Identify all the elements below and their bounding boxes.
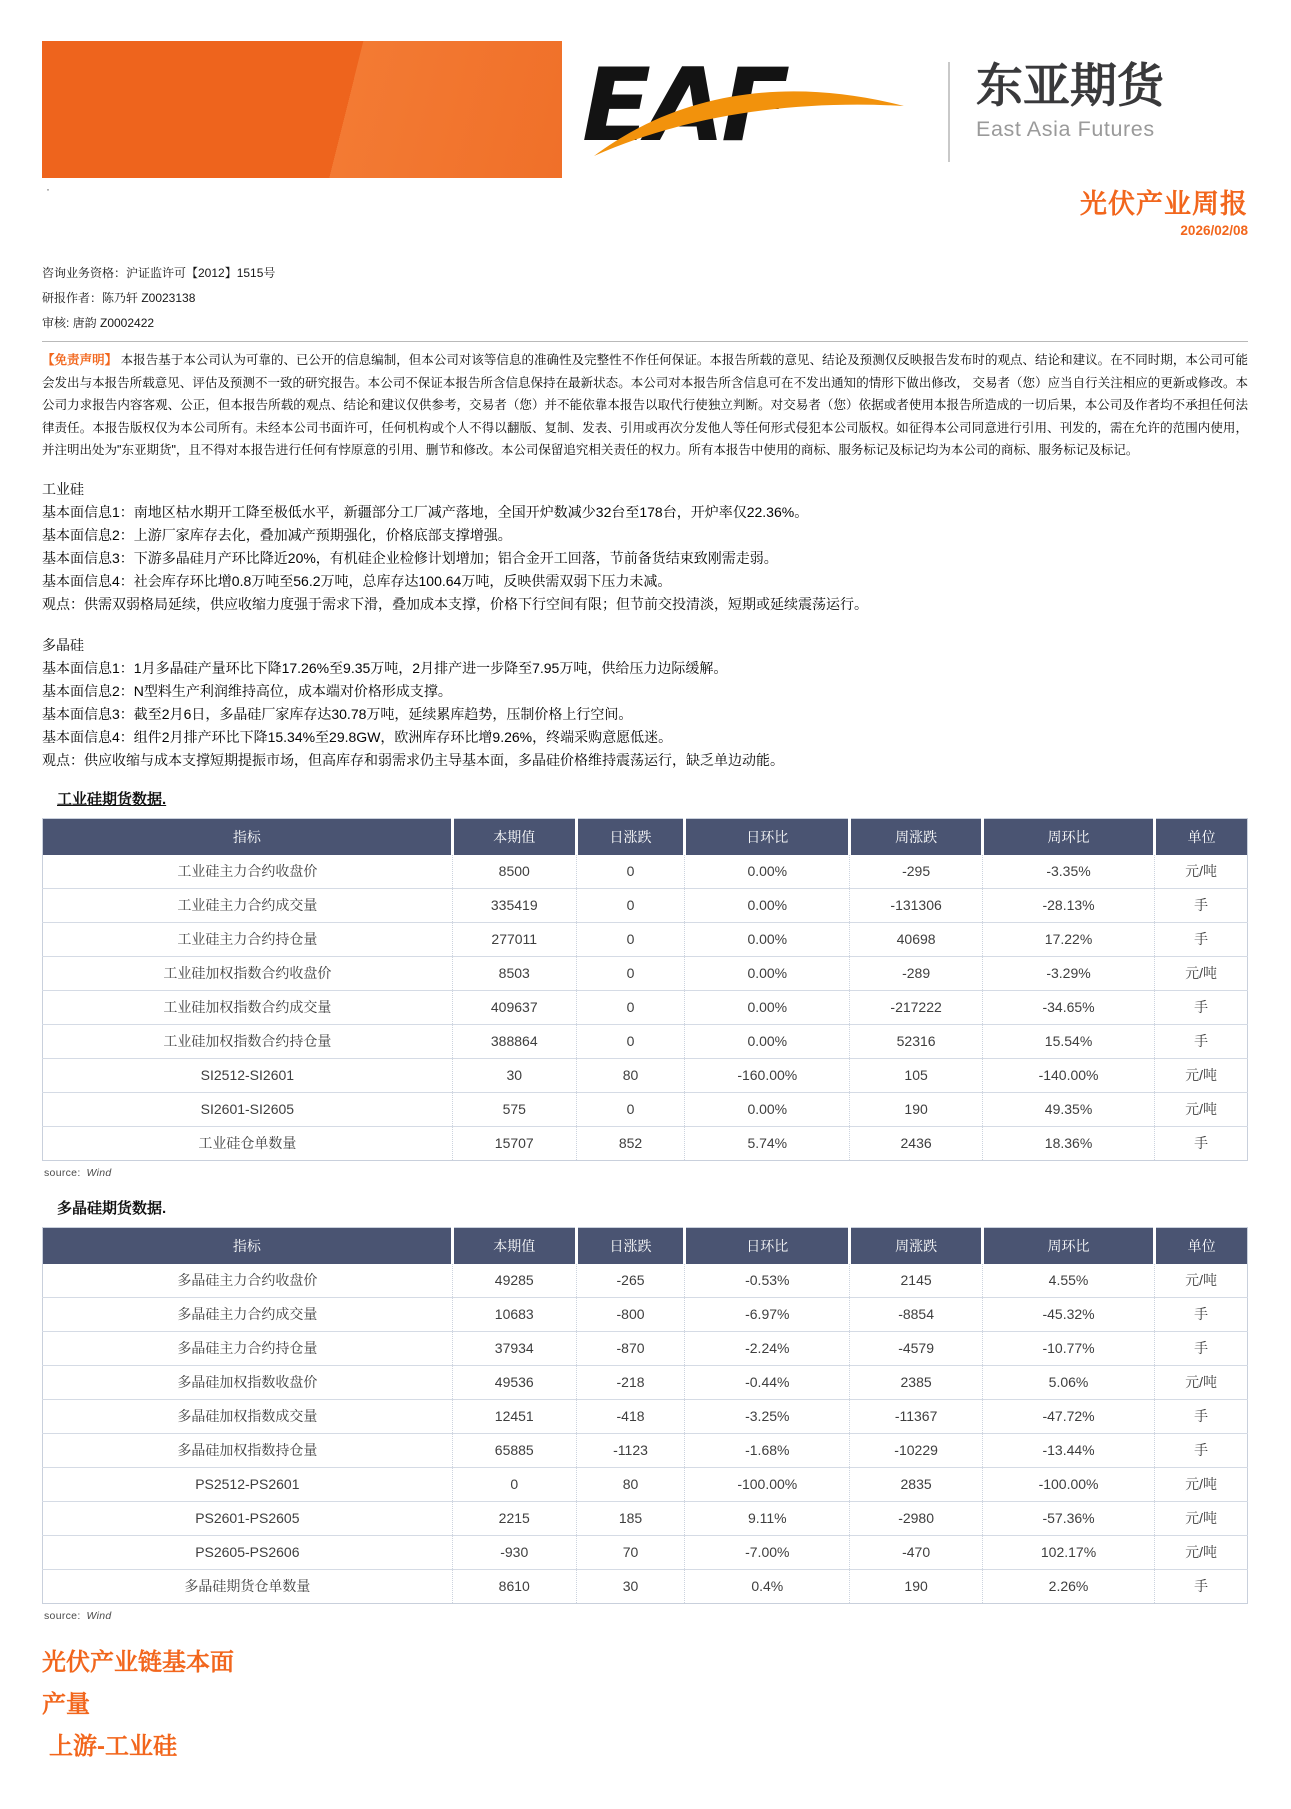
fundamental-info-2: 基本面信息2：上游厂家库存去化，叠加减产预期强化，价格底部支撑增强。 — [42, 526, 512, 543]
value-cell: -1.68% — [685, 1433, 850, 1467]
table-title: 工业硅期货数据. — [57, 790, 167, 808]
company-name-cn: 东亚期货 — [976, 59, 1164, 112]
disclaimer-text: 本报告基于本公司认为可靠的、已公开的信息编制，但本公司对该等信息的准确性及完整性不作任何保证。本报告所载的意见、结论及预测仅反映报告发布时的观点、结论和建议。在不同时期，本公司可能会发出与本报告所载意见、评估及预测不一致的研究报告。本公司不保证本报告所含信息保持在最新状态。本公司对本报告所含信息可在不发出通知的情形下做出修改， 交易者（您）应当自行关注相应的更新或修改。本公司力求报告内容客观、公正，但本报告所载的观点、结论和建议仅供参考，交易者（您）并不能依靠本报告以取代行使独立判断。对交易者（您）依据或者使用本报告所造成的一切后果，本公司及作者均不承担任何法律责任。本报告版权仅为本公司所有。未经本公司书面许可，任何机构或个人不得以翻版、复制、发表、引用或再次分发他人等任何形式侵犯本公司版权。如征得本公司同意进行引用、刊发的，需在允许的范围内使用，并注明出处为"东亚期货"，且不得对本报告进行任何有悖原意的引用、删节和修改。本公司保留追究相关责任的权力。所有本报告中使用的商标、服务标记及标记均为本公司的商标、服务标记及标记。 — [42, 353, 1248, 458]
value-cell: 元/吨 — [1155, 1058, 1248, 1092]
col-unit: 单位 — [1155, 818, 1248, 855]
heading-output: 产量 — [42, 1690, 90, 1718]
value-cell: 0.00% — [685, 1024, 850, 1058]
value-cell: 元/吨 — [1155, 1501, 1248, 1535]
viewpoint: 观点：供需双弱格局延续，供应收缩力度强于需求下滑，叠加成本支撑，价格下行空间有限；但节前交投清淡，短期或延续震荡运行。 — [42, 595, 868, 612]
indicator-cell: 多晶硅主力合约收盘价 — [43, 1264, 453, 1298]
col-daily-pct: 日环比 — [685, 1227, 850, 1264]
disclaimer — [42, 341, 1248, 462]
source-line — [44, 1167, 1248, 1179]
heading-pv-chain-fundamentals: 光伏产业链基本面 — [42, 1648, 234, 1676]
value-cell: 手 — [1155, 1024, 1248, 1058]
value-cell: 0.00% — [685, 1092, 850, 1126]
value-cell: 9.11% — [685, 1501, 850, 1535]
value-cell: 手 — [1155, 990, 1248, 1024]
value-cell: -11367 — [850, 1399, 983, 1433]
value-cell: 0 — [576, 855, 684, 889]
value-cell: 元/吨 — [1155, 956, 1248, 990]
col-weekly-pct: 周环比 — [982, 1227, 1154, 1264]
value-cell: 30 — [576, 1569, 684, 1603]
col-unit: 单位 — [1155, 1227, 1248, 1264]
value-cell: 手 — [1194, 1578, 1209, 1595]
value-cell: -100.00% — [982, 1467, 1154, 1501]
logo-divider — [948, 62, 950, 162]
value-cell: 5.74% — [685, 1126, 850, 1160]
col-indicator: 指标 — [43, 1227, 453, 1264]
company-name-block — [976, 58, 1248, 142]
report-title: 光伏产业周报 — [1080, 189, 1248, 219]
value-cell: 409637 — [452, 990, 576, 1024]
indicator-cell: SI2512-SI2601 — [43, 1058, 453, 1092]
indicator-cell: PS2601-PS2605 — [43, 1501, 453, 1535]
value-cell: 190 — [850, 1569, 983, 1603]
indicator-cell: 多晶硅加权指数成交量 — [43, 1399, 453, 1433]
col-current-value: 本期值 — [452, 1227, 576, 1264]
col-weekly-pct: 周环比 — [982, 818, 1154, 855]
viewpoint: 观点：供应收缩与成本支撑短期提振市场，但高库存和弱需求仍主导基本面，多晶硅价格维持震荡运行，缺乏单边动能。 — [42, 751, 784, 768]
table-row — [43, 1365, 1248, 1399]
col-daily-pct: 日环比 — [685, 818, 850, 855]
value-cell: -1123 — [576, 1433, 684, 1467]
value-cell: 49.35% — [982, 1092, 1154, 1126]
value-cell: -10.77% — [982, 1331, 1154, 1365]
value-cell: 40698 — [850, 922, 983, 956]
value-cell: -13.44% — [982, 1433, 1154, 1467]
table-row — [43, 1535, 1248, 1569]
eaf-logo-text: EAF — [582, 46, 787, 164]
value-cell: 2.26% — [982, 1569, 1154, 1603]
section-polysilicon — [42, 634, 1248, 772]
value-cell: 元/吨 — [1155, 1264, 1248, 1298]
value-cell: 0 — [576, 888, 684, 922]
value-cell: 0.00% — [685, 855, 850, 889]
indicator-cell: 工业硅仓单数量 — [43, 1126, 453, 1160]
value-cell: -870 — [576, 1331, 684, 1365]
value-cell: 17.22% — [982, 922, 1154, 956]
masthead — [0, 0, 1291, 196]
col-indicator: 指标 — [43, 818, 453, 855]
value-cell: 12451 — [452, 1399, 576, 1433]
polysilicon-futures-table — [42, 1227, 1248, 1604]
value-cell: 0.00% — [685, 888, 850, 922]
stray-mark: · — [46, 182, 50, 196]
value-cell: 0 — [576, 990, 684, 1024]
value-cell: -218 — [576, 1365, 684, 1399]
value-cell: 15.54% — [982, 1024, 1154, 1058]
value-cell: 52316 — [850, 1024, 983, 1058]
value-cell: 0 — [452, 1467, 576, 1501]
value-cell: 2145 — [850, 1264, 983, 1298]
value-cell: -6.97% — [685, 1297, 850, 1331]
fundamental-info-4: 基本面信息4：社会库存环比增0.8万吨至56.2万吨，总库存达100.64万吨，反映供需双弱下压力未减。 — [42, 572, 672, 589]
value-cell: 49285 — [452, 1264, 576, 1298]
col-current-value: 本期值 — [452, 818, 576, 855]
title-block — [0, 178, 1291, 239]
value-cell: -10229 — [850, 1433, 983, 1467]
value-cell: -100.00% — [685, 1467, 850, 1501]
value-cell: 2385 — [850, 1365, 983, 1399]
value-cell: -3.35% — [982, 855, 1154, 889]
value-cell: -217222 — [850, 990, 983, 1024]
value-cell: 0.00% — [685, 990, 850, 1024]
value-cell: 4.55% — [982, 1264, 1154, 1298]
col-weekly-change: 周涨跌 — [850, 818, 983, 855]
value-cell: 0 — [576, 1092, 684, 1126]
value-cell: 277011 — [452, 922, 576, 956]
meta-author: 研报作者：陈乃轩 Z0023138 — [42, 291, 196, 305]
value-cell: 190 — [850, 1092, 983, 1126]
value-cell: 手 — [1155, 1433, 1248, 1467]
table-title: 多晶硅期货数据. — [57, 1199, 167, 1217]
value-cell: -470 — [850, 1535, 983, 1569]
value-cell: -34.65% — [982, 990, 1154, 1024]
indicator-cell: SI2601-SI2605 — [43, 1092, 453, 1126]
table-row — [43, 922, 1248, 956]
source-line — [44, 1610, 1248, 1622]
value-cell: -418 — [576, 1399, 684, 1433]
section-heading: 多晶硅 — [42, 636, 84, 653]
value-cell: -0.53% — [685, 1264, 850, 1298]
table-row — [43, 855, 1248, 889]
eaf-logo — [582, 46, 912, 170]
table-row — [43, 990, 1248, 1024]
value-cell: 元/吨 — [1155, 1092, 1248, 1126]
fundamental-info-2: 基本面信息2：N型料生产利润维持高位，成本端对价格形成支撑。 — [42, 682, 452, 699]
heading-upstream-industrial-silicon: 上游-工业硅 — [49, 1732, 177, 1760]
value-cell: 元/吨 — [1155, 1467, 1248, 1501]
table-row — [43, 1264, 1248, 1298]
value-cell: -2.24% — [685, 1331, 850, 1365]
value-cell: 80 — [576, 1058, 684, 1092]
value-cell: 手 — [1155, 1399, 1248, 1433]
table-row — [43, 1092, 1248, 1126]
table-row — [43, 1569, 1248, 1603]
value-cell: 105 — [850, 1058, 983, 1092]
indicator-cell: 工业硅主力合约成交量 — [43, 888, 453, 922]
value-cell: -131306 — [850, 888, 983, 922]
value-cell: 0.00% — [685, 956, 850, 990]
table-row — [43, 1501, 1248, 1535]
indicator-cell: PS2605-PS2606 — [43, 1535, 453, 1569]
value-cell: 70 — [576, 1535, 684, 1569]
polysilicon-futures-table-block — [42, 1197, 1248, 1622]
value-cell: 2436 — [850, 1126, 983, 1160]
fundamental-info-3: 基本面信息3：下游多晶硅月产环比降近20%，有机硅企业检修计划增加；铝合金开工回落，节前备货结束致刚需走弱。 — [42, 549, 778, 566]
value-cell: 575 — [452, 1092, 576, 1126]
table-row — [43, 1058, 1248, 1092]
report-content — [0, 261, 1291, 1768]
meta-reviewer: 审核: 唐韵 Z0002422 — [42, 316, 155, 330]
source-label: source: — [44, 1609, 81, 1622]
table-row — [43, 1024, 1248, 1058]
value-cell: 18.36% — [982, 1126, 1154, 1160]
value-cell: 手 — [1155, 1297, 1248, 1331]
value-cell: 852 — [576, 1126, 684, 1160]
indicator-cell: 工业硅加权指数合约收盘价 — [43, 956, 453, 990]
col-weekly-change: 周涨跌 — [850, 1227, 983, 1264]
value-cell: -3.29% — [982, 956, 1154, 990]
value-cell: -140.00% — [982, 1058, 1154, 1092]
value-cell: 49536 — [452, 1365, 576, 1399]
disclaimer-label: 【免责声明】 — [42, 353, 118, 367]
value-cell: 0 — [576, 956, 684, 990]
table-row — [43, 1467, 1248, 1501]
value-cell: 37934 — [452, 1331, 576, 1365]
indicator-cell: 工业硅加权指数合约持仓量 — [43, 1024, 453, 1058]
indicator-cell: 多晶硅加权指数持仓量 — [43, 1433, 453, 1467]
table-row — [43, 1331, 1248, 1365]
value-cell: 手 — [1155, 888, 1248, 922]
value-cell: -47.72% — [982, 1399, 1154, 1433]
value-cell: 手 — [1155, 1331, 1248, 1365]
value-cell: 335419 — [452, 888, 576, 922]
value-cell: -289 — [850, 956, 983, 990]
value-cell: 8610 — [452, 1569, 576, 1603]
value-cell: 102.17% — [982, 1535, 1154, 1569]
company-name-en: East Asia Futures — [976, 117, 1155, 141]
indicator-cell: 多晶硅主力合约持仓量 — [43, 1331, 453, 1365]
value-cell: 2215 — [452, 1501, 576, 1535]
value-cell: -28.13% — [982, 888, 1154, 922]
meta-qualification: 咨询业务资格：沪证监许可【2012】1515号 — [42, 266, 276, 280]
indicator-cell: PS2512-PS2601 — [43, 1467, 453, 1501]
value-cell: -3.25% — [685, 1399, 850, 1433]
source-label: source: — [44, 1166, 81, 1179]
value-cell: 元/吨 — [1155, 1535, 1248, 1569]
value-cell: 手 — [1194, 1135, 1209, 1152]
value-cell: -7.00% — [685, 1535, 850, 1569]
value-cell: -57.36% — [982, 1501, 1154, 1535]
indicator-cell: 工业硅加权指数合约成交量 — [43, 990, 453, 1024]
value-cell: 15707 — [452, 1126, 576, 1160]
value-cell: 185 — [576, 1501, 684, 1535]
table-row — [43, 1297, 1248, 1331]
section-industrial-silicon — [42, 478, 1248, 616]
fundamental-info-1: 基本面信息1：南地区枯水期开工降至极低水平，新疆部分工厂减产落地，全国开炉数减少32台至178台，开炉率仅22.36%。 — [42, 503, 809, 520]
value-cell: -800 — [576, 1297, 684, 1331]
value-cell: 10683 — [452, 1297, 576, 1331]
meta-block — [42, 261, 1248, 336]
table-row — [43, 1433, 1248, 1467]
value-cell: -0.44% — [685, 1365, 850, 1399]
value-cell: -4579 — [850, 1331, 983, 1365]
footer-headings — [42, 1642, 1248, 1768]
value-cell: 80 — [576, 1467, 684, 1501]
indicator-cell: 工业硅主力合约持仓量 — [43, 922, 453, 956]
col-daily-change: 日涨跌 — [576, 1227, 684, 1264]
indicator-cell: 多晶硅期货仓单数量 — [43, 1569, 453, 1603]
value-cell: 8500 — [452, 855, 576, 889]
value-cell: -45.32% — [982, 1297, 1154, 1331]
industrial-silicon-futures-table-block — [42, 788, 1248, 1179]
value-cell: -295 — [850, 855, 983, 889]
fundamental-info-3: 基本面信息3：截至2月6日，多晶硅厂家库存达30.78万吨，延续累库趋势，压制价格上行空间。 — [42, 705, 633, 722]
value-cell: 手 — [1155, 922, 1248, 956]
eaf-swoosh-icon — [590, 52, 910, 170]
table-row — [43, 1399, 1248, 1433]
indicator-cell: 多晶硅主力合约成交量 — [43, 1297, 453, 1331]
value-cell: 65885 — [452, 1433, 576, 1467]
source-value: Wind — [86, 1609, 112, 1622]
section-heading: 工业硅 — [42, 480, 84, 497]
value-cell: -8854 — [850, 1297, 983, 1331]
value-cell: 0 — [576, 922, 684, 956]
fundamental-info-1: 基本面信息1：1月多晶硅产量环比下降17.26%至9.35万吨，2月排产进一步降至7.95万吨，供给压力边际缓解。 — [42, 659, 728, 676]
col-daily-change: 日涨跌 — [576, 818, 684, 855]
table-header-row — [43, 1227, 1248, 1264]
value-cell: 0 — [576, 1024, 684, 1058]
value-cell: 0.4% — [685, 1569, 850, 1603]
value-cell: -265 — [576, 1264, 684, 1298]
value-cell: 388864 — [452, 1024, 576, 1058]
indicator-cell: 多晶硅加权指数收盘价 — [43, 1365, 453, 1399]
value-cell: 0.00% — [685, 922, 850, 956]
value-cell: 8503 — [452, 956, 576, 990]
value-cell: 元/吨 — [1155, 855, 1248, 889]
value-cell: 元/吨 — [1155, 1365, 1248, 1399]
value-cell: -160.00% — [685, 1058, 850, 1092]
brand-orange-banner — [42, 41, 562, 178]
report-date: 2026/02/08 — [1180, 223, 1248, 238]
source-value: Wind — [86, 1166, 112, 1179]
indicator-cell: 工业硅主力合约收盘价 — [43, 855, 453, 889]
fundamental-info-4: 基本面信息4：组件2月排产环比下降15.34%至29.8GW，欧洲库存环比增9.26%，终端采购意愿低迷。 — [42, 728, 673, 745]
value-cell: 30 — [452, 1058, 576, 1092]
value-cell: -2980 — [850, 1501, 983, 1535]
table-header-row — [43, 818, 1248, 855]
table-row — [43, 956, 1248, 990]
value-cell: 2835 — [850, 1467, 983, 1501]
table-row — [43, 1126, 1248, 1160]
value-cell: -930 — [452, 1535, 576, 1569]
industrial-silicon-futures-table — [42, 818, 1248, 1161]
table-row — [43, 888, 1248, 922]
value-cell: 5.06% — [982, 1365, 1154, 1399]
